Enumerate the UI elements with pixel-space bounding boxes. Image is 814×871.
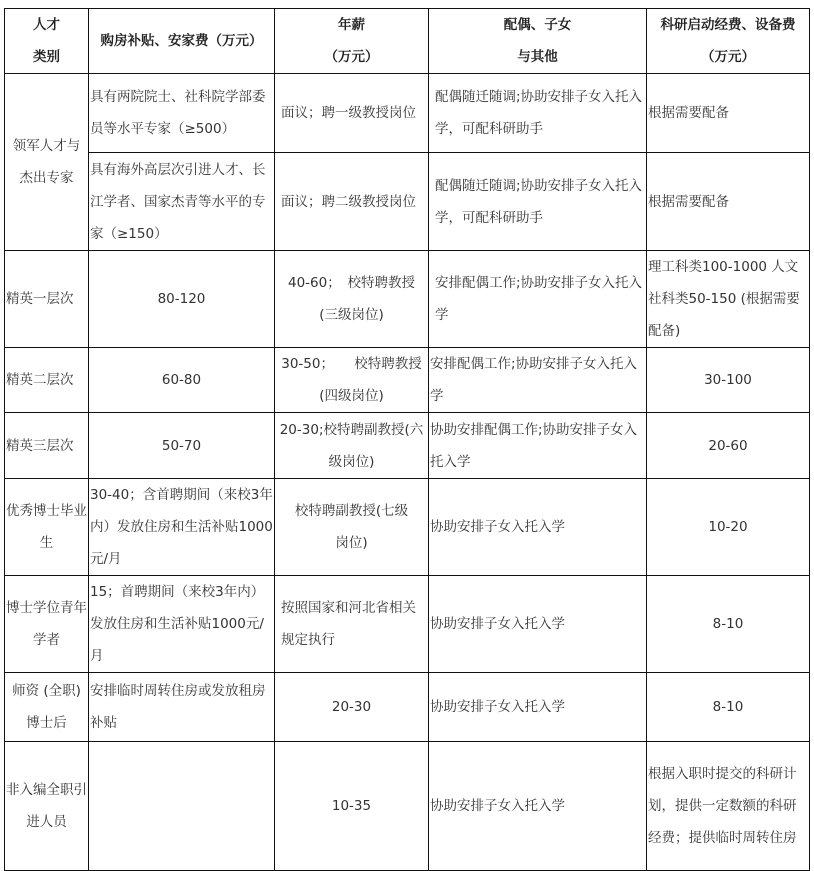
salary-cell: 20-30 (275, 673, 429, 742)
family-cell: 协助安排子女入托入学 (429, 742, 647, 871)
header-family (429, 9, 647, 74)
salary-cell: 校特聘副教授(七级岗位) (275, 479, 429, 576)
header-text: 科研启动经费、设备费 (660, 17, 796, 33)
housing-cell: 具有海外高层次引进人才、长江学者、国家杰青等水平的专家（≥150） (89, 153, 275, 251)
header-text: 年薪 (338, 17, 365, 33)
salary-cell: 40-60； 校特聘教授(三级岗位) (275, 251, 429, 348)
header-text: 人才 (33, 17, 60, 33)
housing-cell: 60-80 (89, 348, 275, 413)
header-text: （万元） (324, 49, 379, 65)
research-cell: 8-10 (647, 576, 810, 673)
category-cell: 精英三层次 (5, 413, 89, 479)
talent-benefits-table (4, 8, 810, 871)
table-row (5, 413, 810, 479)
research-cell: 根据入职时提交的科研计划，提供一定数额的科研经费；提供临时周转住房 (647, 742, 810, 871)
research-cell: 30-100 (647, 348, 810, 413)
header-research (647, 9, 810, 74)
research-cell: 理工科类100-1000 人文社科类50-150 (根据需要配备) (647, 251, 810, 348)
table-row (5, 251, 810, 348)
category-cell: 精英一层次 (5, 251, 89, 348)
table-row (5, 479, 810, 576)
table-row (5, 673, 810, 742)
family-cell: 配偶随迁随调;协助安排子女入托入学，可配科研助手 (429, 153, 647, 251)
housing-cell: 50-70 (89, 413, 275, 479)
family-cell: 协助安排配偶工作;协助安排子女入托入学 (429, 413, 647, 479)
housing-cell: 80-120 (89, 251, 275, 348)
housing-cell: 15；首聘期间（来校3年内）发放住房和生活补贴1000元/月 (89, 576, 275, 673)
category-cell: 领军人才与杰出专家 (5, 74, 89, 251)
family-cell: 协助安排子女入托入学 (429, 479, 647, 576)
salary-cell: 30-50； 校特聘教授(四级岗位) (275, 348, 429, 413)
table-row (5, 153, 810, 251)
family-cell: 安排配偶工作;协助安排子女入托入学 (429, 251, 647, 348)
category-cell: 非入编全职引进人员 (5, 742, 89, 871)
research-cell: 根据需要配备 (647, 153, 810, 251)
table-row (5, 348, 810, 413)
research-cell: 20-60 (647, 413, 810, 479)
salary-cell: 10-35 (275, 742, 429, 871)
category-cell: 师资 (全职) 博士后 (5, 673, 89, 742)
salary-cell: 面议；聘一级教授岗位 (275, 74, 429, 153)
header-text: 购房补贴、安家费（万元） (100, 33, 263, 49)
header-text: 与其他 (517, 49, 558, 65)
header-row (5, 9, 810, 74)
research-cell: 8-10 (647, 673, 810, 742)
table-row (5, 742, 810, 871)
housing-cell: 30-40；含首聘期间（来校3年内）发放住房和生活补贴1000元/月 (89, 479, 275, 576)
research-cell: 10-20 (647, 479, 810, 576)
salary-cell: 按照国家和河北省相关规定执行 (275, 576, 429, 673)
family-cell: 安排配偶工作;协助安排子女入托入学 (429, 348, 647, 413)
family-cell: 协助安排子女入托入学 (429, 576, 647, 673)
category-cell: 博士学位青年学者 (5, 576, 89, 673)
header-salary (275, 9, 429, 74)
housing-cell (89, 742, 275, 871)
family-cell: 协助安排子女入托入学 (429, 673, 647, 742)
salary-cell: 面议；聘二级教授岗位 (275, 153, 429, 251)
table-row (5, 576, 810, 673)
header-text: （万元） (701, 49, 755, 65)
category-cell: 精英二层次 (5, 348, 89, 413)
housing-cell: 安排临时周转住房或发放租房补贴 (89, 673, 275, 742)
table-row (5, 74, 810, 153)
salary-cell: 20-30;校特聘副教授(六级岗位) (275, 413, 429, 479)
header-text: 类别 (33, 49, 60, 65)
header-housing (89, 9, 275, 74)
housing-cell: 具有两院院士、社科院学部委员等水平专家（≥500） (89, 74, 275, 153)
family-cell: 配偶随迁随调;协助安排子女入托入学，可配科研助手 (429, 74, 647, 153)
research-cell: 根据需要配备 (647, 74, 810, 153)
category-cell: 优秀博士毕业生 (5, 479, 89, 576)
header-category (5, 9, 89, 74)
header-text: 配偶、子女 (503, 17, 572, 33)
